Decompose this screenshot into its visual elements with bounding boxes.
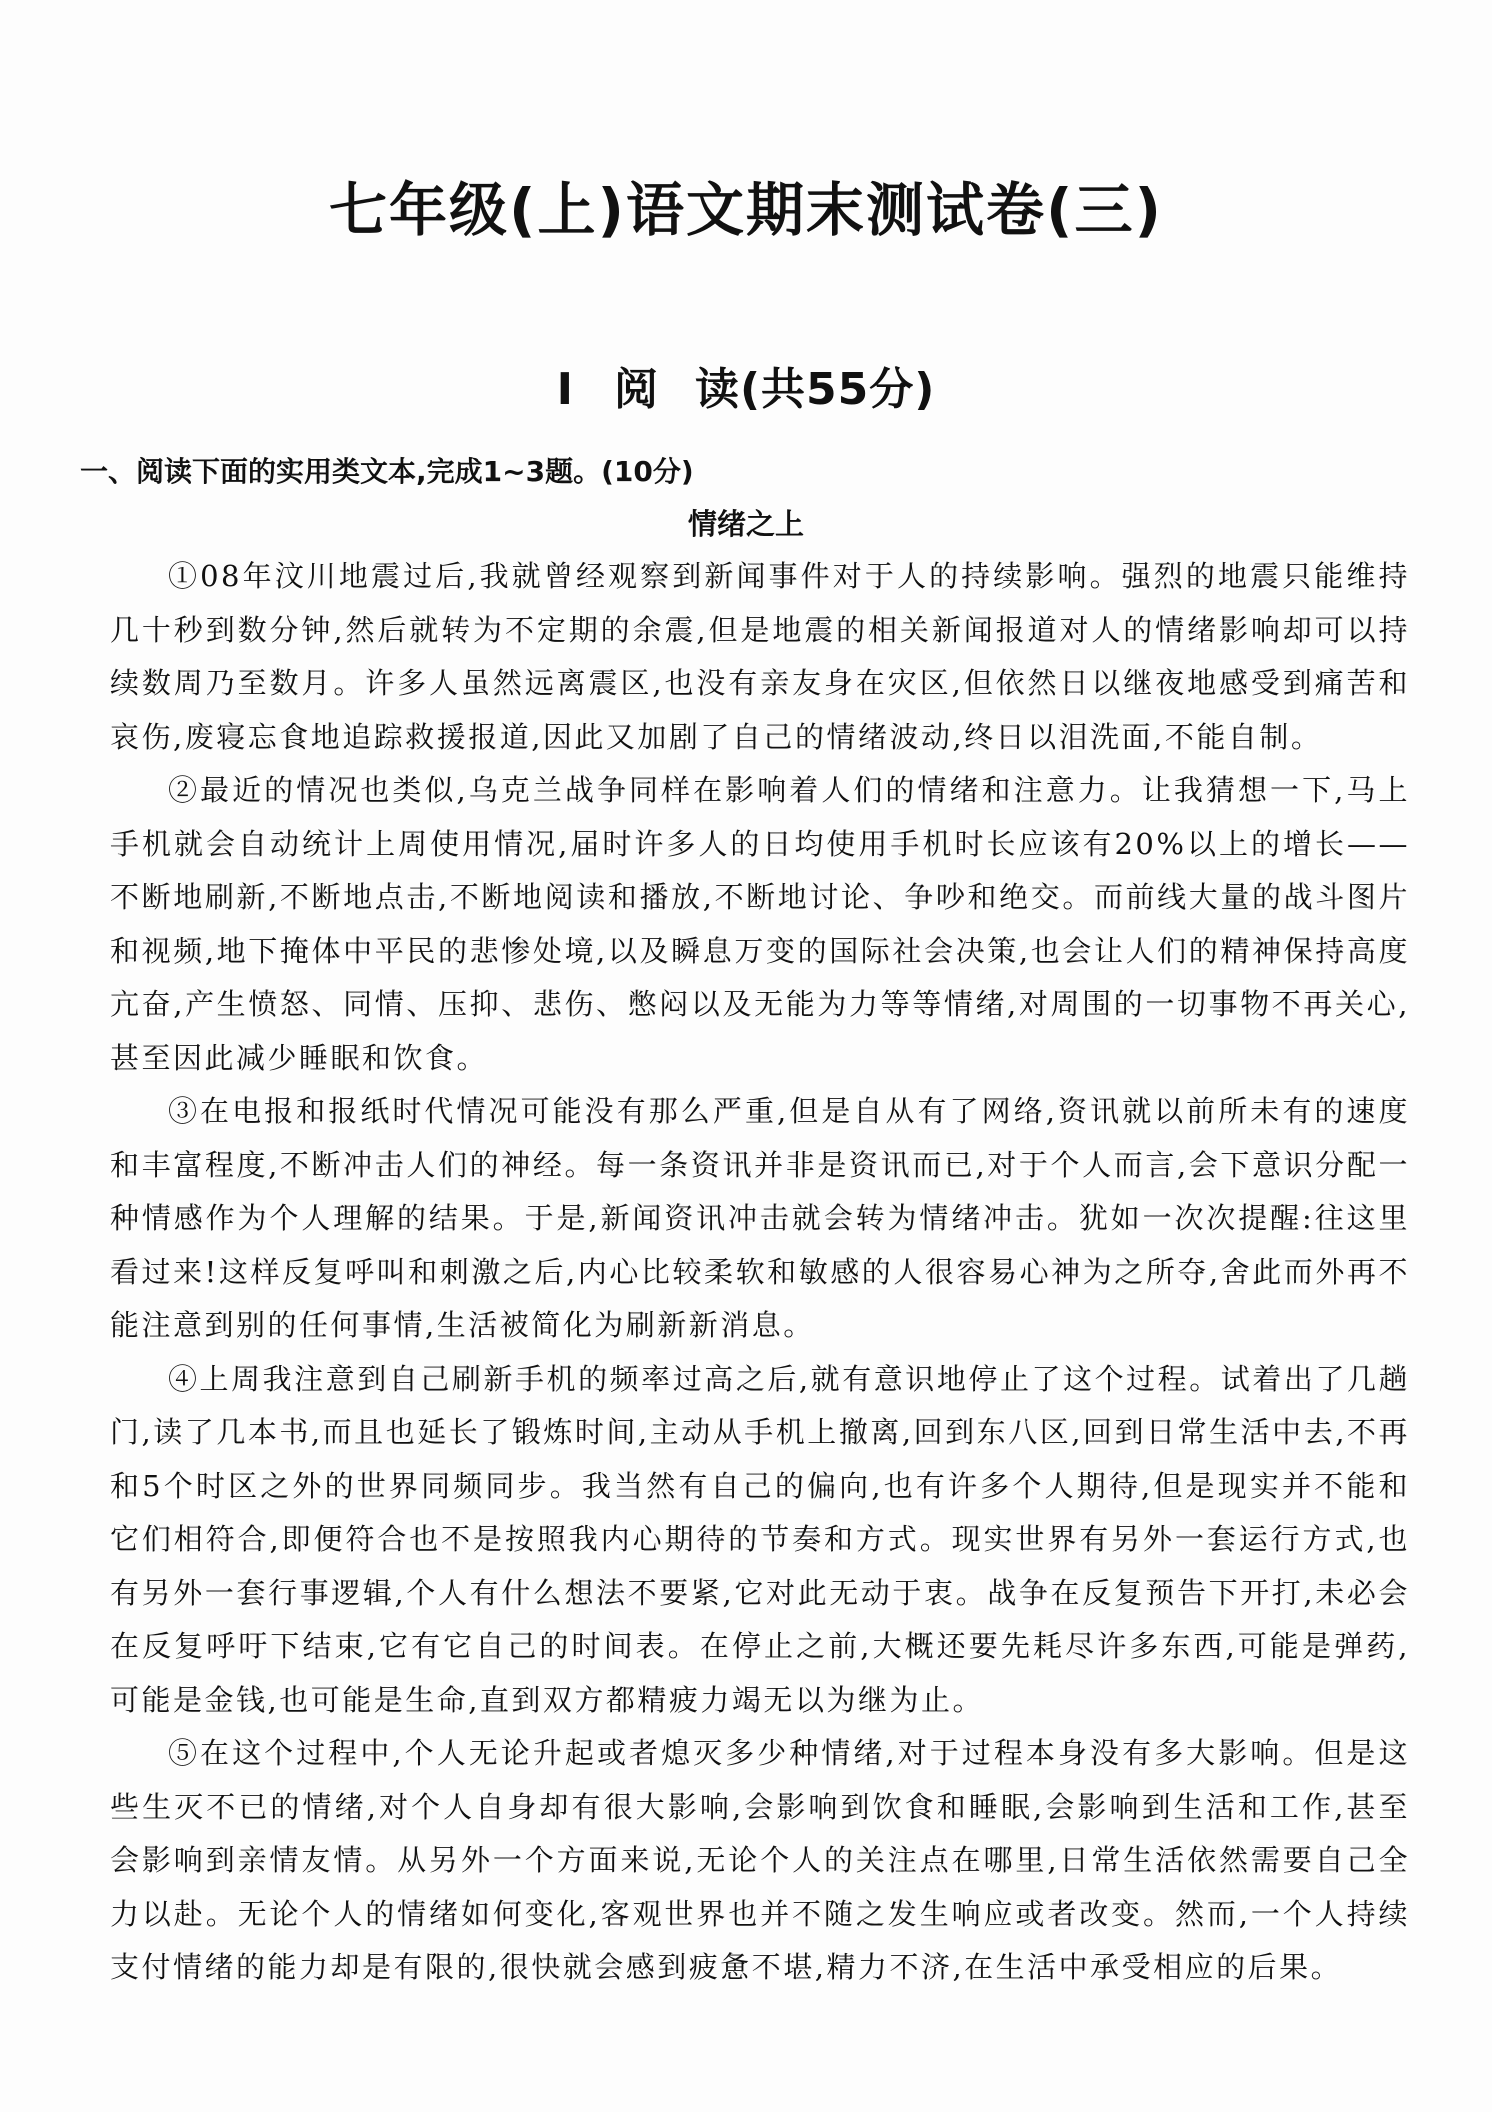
paragraph-1: ①08年汶川地震过后,我就曾经观察到新闻事件对于人的持续影响。强烈的地震只能维持几十秒到数分钟,然后就转为不定期的余震,但是地震的相关新闻报道对人的情绪影响却可以持续数周乃至数月。许多人虽然远离震区,也没有亲友身在灾区,但依然日以继夜地感受到痛苦和哀伤,废寝忘食地追踪救援报道,因此又加剧了自己的情绪波动,终日以泪洗面,不能自制。 — [110, 559, 1410, 754]
section-number: I — [556, 364, 574, 415]
question-header: 一、阅读下面的实用类文本,完成1~3题。(10分) — [80, 455, 694, 488]
article-title: 情绪之上 — [687, 507, 804, 541]
section-word-2: 读(共55分) — [694, 364, 936, 415]
paragraph-5: ⑤在这个过程中,个人无论升起或者熄灭多少种情绪,对于过程本身没有多大影响。但是这些生灭不已的情绪,对个人自身却有很大影响,会影响到饮食和睡眠,会影响到生活和工作,甚至会影响到亲情友情。从另外一个方面来说,无论个人的关注点在哪里,日常生活依然需要自己全力以赴。无论个人的情绪如何变化,客观世界也并不随之发生响应或者改变。然而,一个人持续支付情绪的能力却是有限的,很快就会感到疲惫不堪,精力不济,在生活中承受相应的后果。 — [110, 1736, 1410, 1984]
article-body — [110, 550, 1410, 1995]
paragraph-2: ②最近的情况也类似,乌克兰战争同样在影响着人们的情绪和注意力。让我猜想一下,马上手机就会自动统计上周使用情况,届时许多人的日均使用手机时长应该有20%以上的增长——不断地刷新,不断地点击,不断地阅读和播放,不断地讨论、争吵和绝交。而前线大量的战斗图片和视频,地下掩体中平民的悲惨处境,以及瞬息万变的国际社会决策,也会让人们的精神保持高度亢奋,产生愤怒、同情、压抑、悲伤、憋闷以及无能为力等等情绪,对周围的一切事物不再关心,甚至因此减少睡眠和饮食。 — [110, 773, 1410, 1075]
paragraph-3: ③在电报和报纸时代情况可能没有那么严重,但是自从有了网络,资讯就以前所未有的速度和丰富程度,不断冲击人们的神经。每一条资讯并非是资讯而已,对于个人而言,会下意识分配一种情感作为个人理解的结果。于是,新闻资讯冲击就会转为情绪冲击。犹如一次次提醒:往这里看过来!这样反复呼叫和刺激之后,内心比较柔软和敏感的人很容易心神为之所夺,舍此而外再不能注意到别的任何事情,生活被简化为刷新新消息。 — [110, 1094, 1410, 1342]
section-word-1: 阅 — [613, 364, 659, 415]
exam-title: 七年级(上)语文期末测试卷(三) — [328, 176, 1164, 244]
paragraph-4: ④上周我注意到自己刷新手机的频率过高之后,就有意识地停止了这个过程。试着出了几趟门,读了几本书,而且也延长了锻炼时间,主动从手机上撤离,回到东八区,回到日常生活中去,不再和5个时区之外的世界同频同步。我当然有自己的偏向,也有许多个人期待,但是现实并不能和它们相符合,即便符合也不是按照我内心期待的节奏和方式。现实世界有另外一套运行方式,也有另外一套行事逻辑,个人有什么想法不要紧,它对此无动于衷。战争在反复预告下开打,未必会在反复呼吁下结束,它有它自己的时间表。在停止之前,大概还要先耗尽许多东西,可能是弹药,可能是金钱,也可能是生命,直到双方都精疲力竭无以为继为止。 — [110, 1361, 1410, 1717]
section-title — [0, 360, 1492, 420]
